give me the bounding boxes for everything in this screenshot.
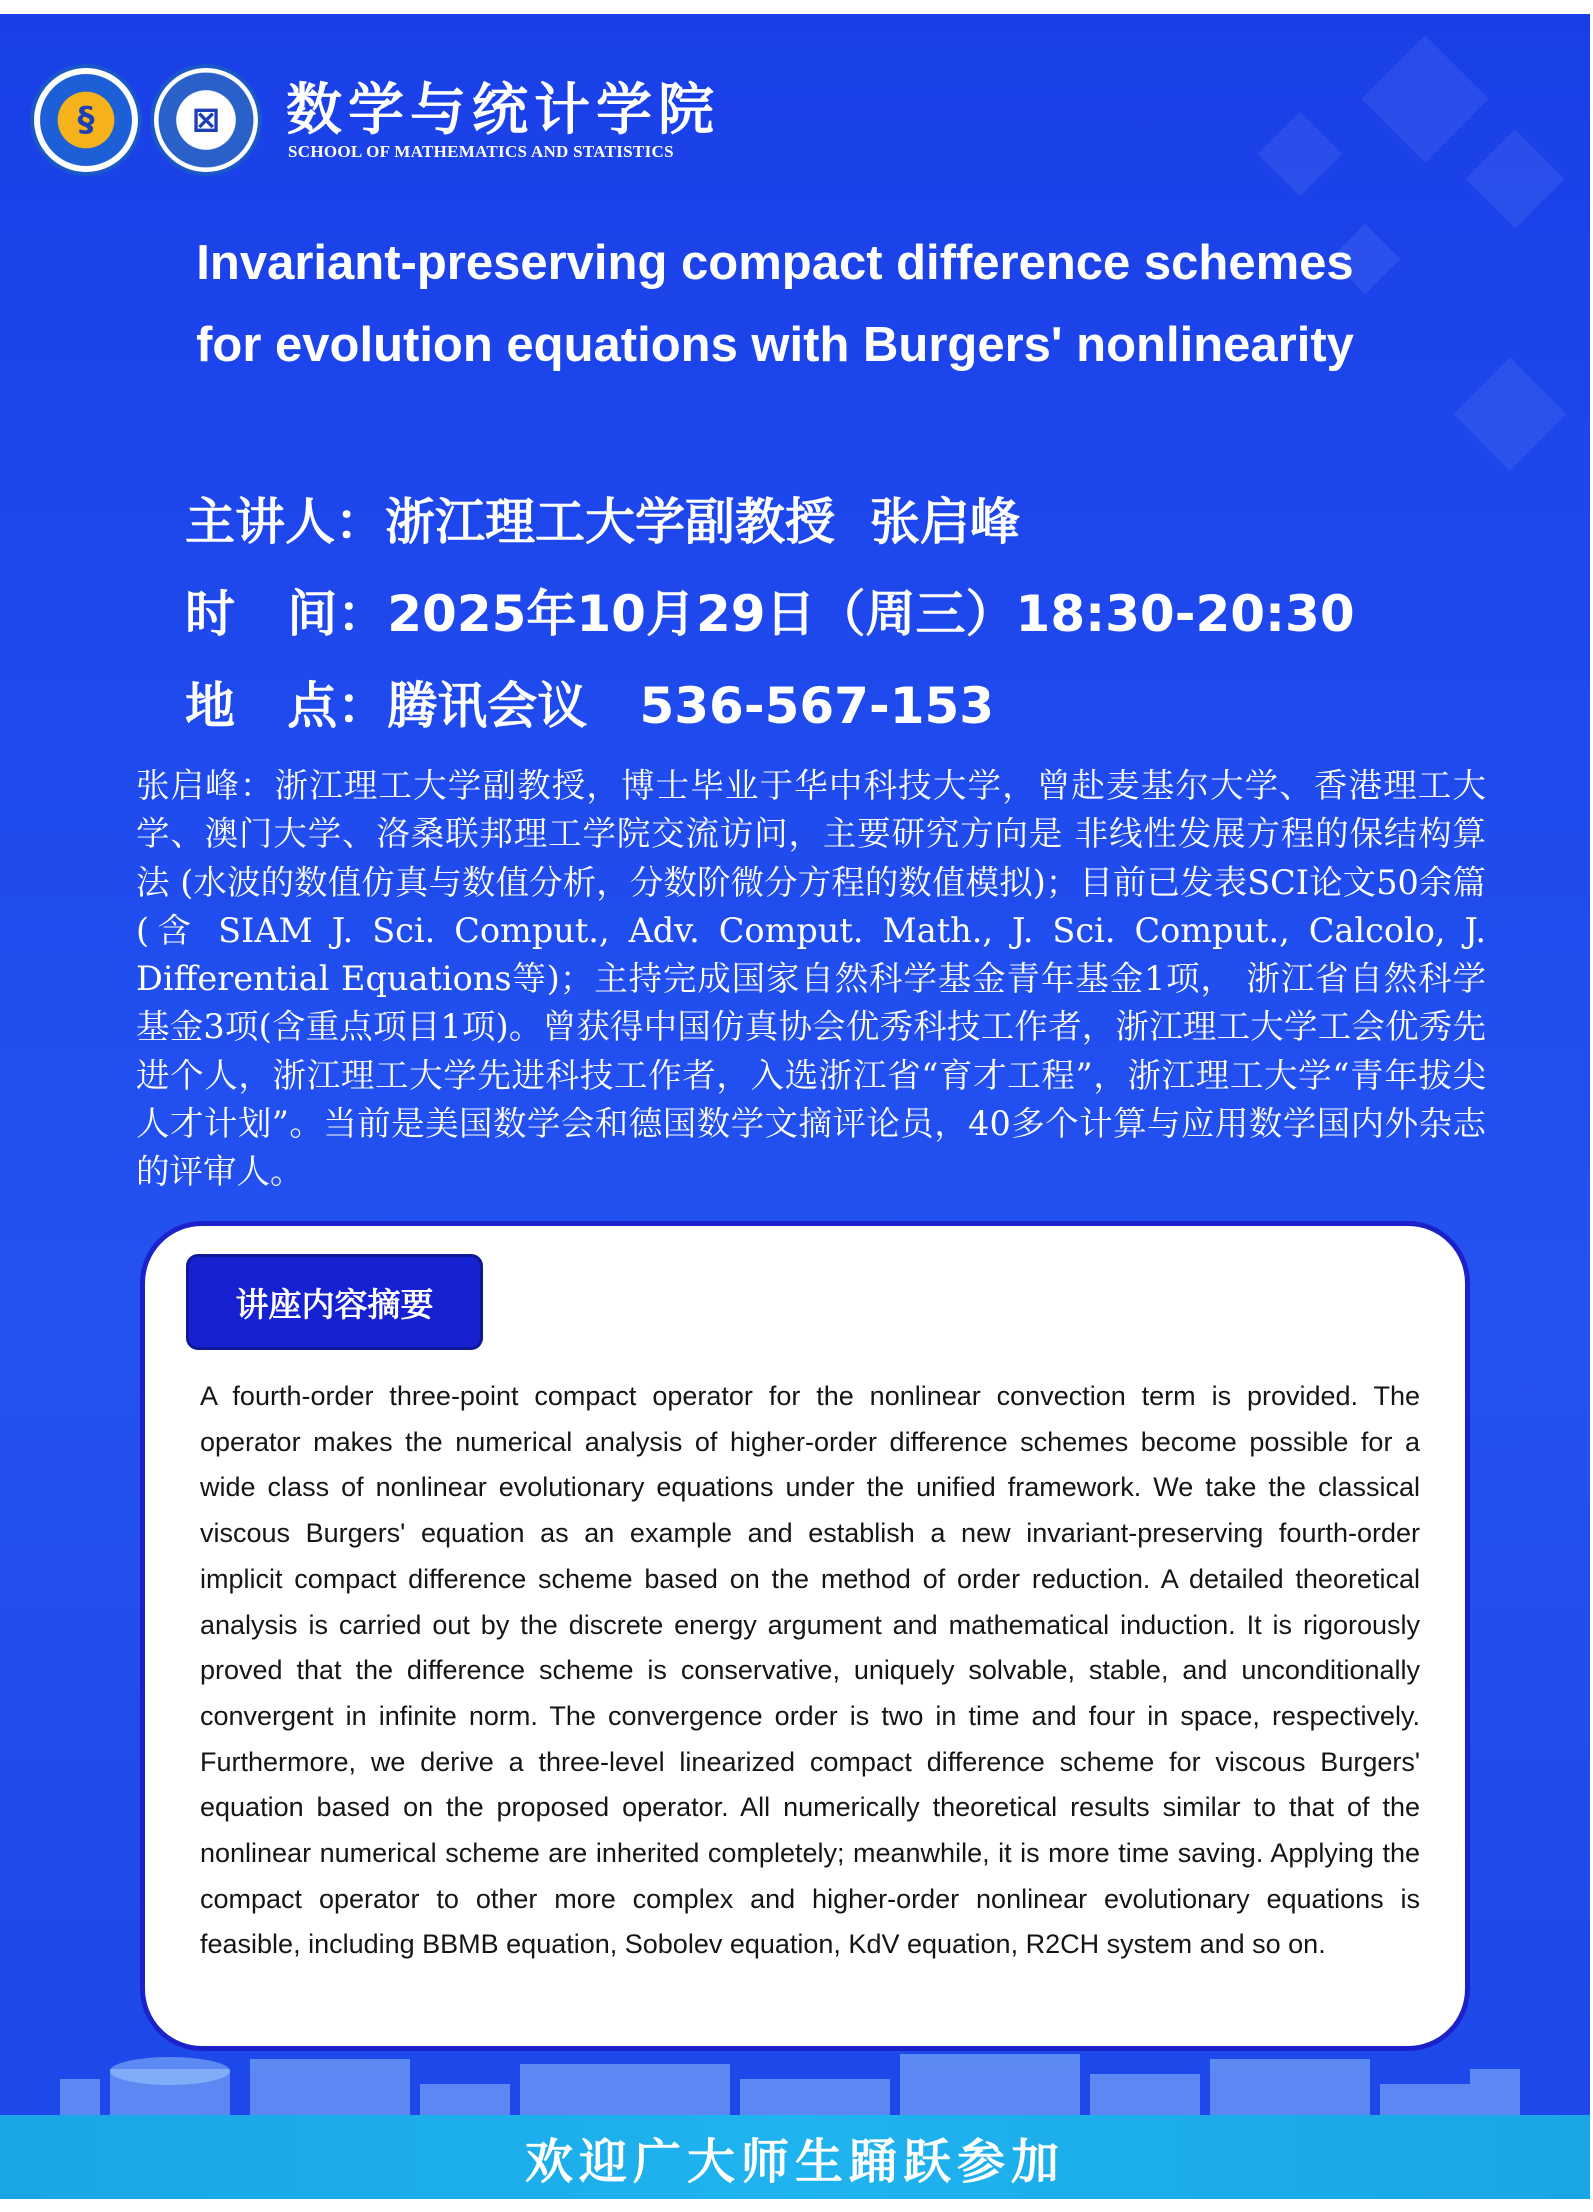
lecture-title (100, 222, 1450, 386)
time-value: 2025年10月29日（周三）18:30-20:30 (387, 585, 1355, 643)
speaker-row (185, 482, 1020, 554)
decor-diamond (1361, 35, 1488, 162)
speaker-bio: 张启峰：浙江理工大学副教授，博士毕业于华中科技大学，曾赴麦基尔大学、香港理工大学、澳门大学、洛桑联邦理工学院交流访问，主要研究方向是 非线性发展方程的保结构算法 (水波的数值仿真与数值分析，分数阶微分方程的数值模拟)；目前已发表SCI论文50余篇(含 SIAM J. Sci. Comput., Adv. Comput. Math., J. Sci. Comput., Calcolo, J. Differential Equations等)；主持完成国家自然科学基金青年基金1项， 浙江省自然科学基金3项(含重点项目1项)。曾获得中国仿真协会优秀科技工作者，浙江理工大学工会优秀先进个人，浙江理工大学先进科技工作者，入选浙江省“育才工程”，浙江理工大学“青年拔尖人才计划”。当前是美国数学会和德国数学文摘评论员，40多个计算与应用数学国内外杂志的评审人。 (136, 766, 1486, 1192)
school-logo (150, 64, 262, 176)
decor-diamond (1466, 130, 1565, 229)
speaker-value: 浙江理工大学副教授 张启峰 (385, 493, 1020, 551)
time-label: 时 间： (185, 585, 388, 643)
school-name-en: SCHOOL OF MATHEMATICS AND STATISTICS (288, 142, 674, 161)
decor-diamond (1258, 112, 1343, 197)
time-row (185, 574, 1355, 646)
school-name-cn: 数学与统计学院 (286, 77, 720, 143)
place-value: 腾讯会议 536-567-153 (387, 677, 995, 735)
place-label: 地 点： (185, 677, 388, 735)
speaker-label: 主讲人： (185, 493, 385, 551)
decor-diamond (1453, 357, 1566, 470)
title-line-1: Invariant-preserving compact difference schemes (196, 236, 1354, 290)
footer-banner (0, 2115, 1590, 2199)
abstract-text: A fourth-order three-point compact operator for the nonlinear convection term is provided. The operator makes the numerical analysis of higher-order difference schemes become possible for a wide class of nonlinear evolutionary equations under the unified framework. We take the classical viscous Burgers' equation as an example and establish a new invariant-preserving fourth-order implicit compact difference scheme based on the method of order reduction. A detailed theoretical analysis is carried out by the discrete energy argument and mathematical induction. It is rigorously proved that the difference scheme is conservative, uniquely solvable, stable, and unconditionally convergent in infinite norm. The convergence order is two in time and four in space, respectively. Furthermore, we derive a three-level linearized compact difference scheme for viscous Burgers' equation based on the proposed operator. All numerically theoretical results similar to that of the nonlinear numerical scheme are inherited completely; meanwhile, it is more time saving. Applying the compact operator to other more complex and higher-order nonlinear evolutionary equations is feasible, including BBMB equation, Sobolev equation, KdV equation, R2CH system and so on. (200, 1381, 1420, 1960)
school-emblem-icon: ⊠ (191, 100, 221, 140)
abstract-label: 讲座内容摘要 (186, 1254, 483, 1350)
university-logo (30, 64, 142, 176)
banner-text: 欢迎广大师生踊跃参加 (524, 2133, 1065, 2190)
place-row (185, 666, 994, 738)
title-line-2: for evolution equations with Burgers' nonlinearity (196, 318, 1354, 372)
university-emblem-icon: § (77, 100, 95, 140)
poster (0, 14, 1590, 2199)
